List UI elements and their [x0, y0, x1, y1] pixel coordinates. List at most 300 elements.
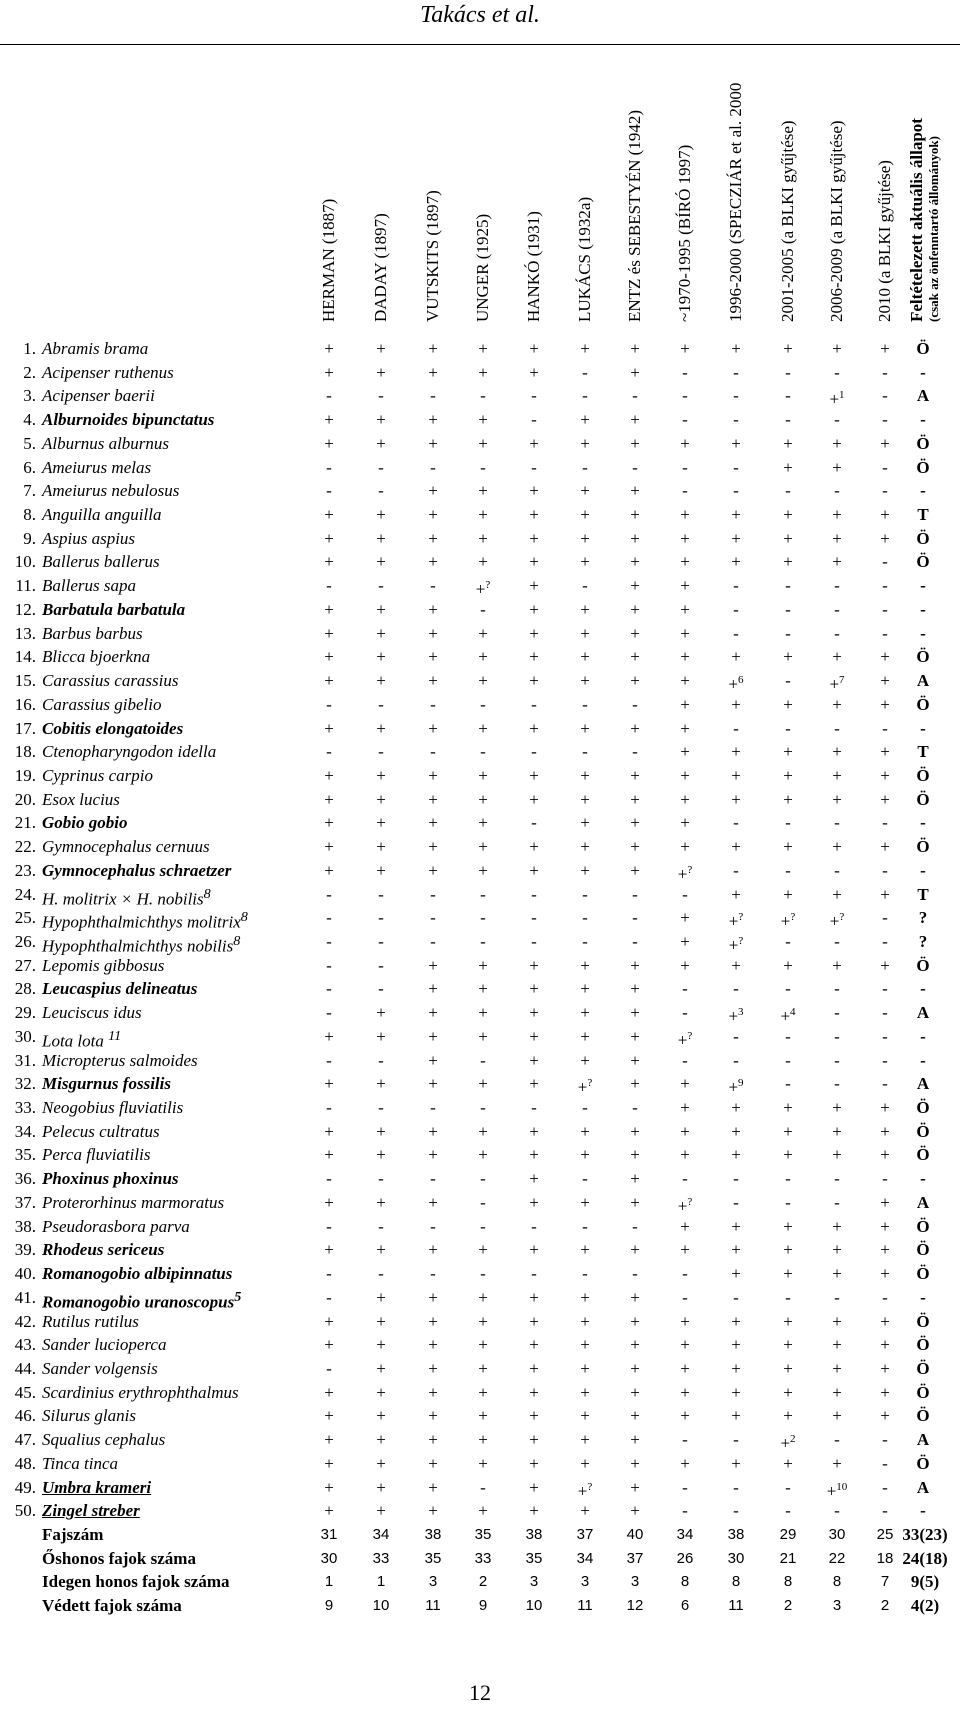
- status-cell: ?: [918, 908, 928, 928]
- record-cell: +: [324, 671, 334, 691]
- record-cell: +: [680, 1311, 690, 1331]
- record-cell: +: [376, 599, 386, 619]
- record-cell: +: [630, 1311, 640, 1331]
- table-row: [0, 1143, 960, 1167]
- record-cell: +: [880, 1335, 890, 1355]
- record-cell: +: [428, 1026, 438, 1046]
- record-cell: +: [783, 884, 793, 904]
- record-cell: +: [680, 955, 690, 975]
- record-cell: +: [783, 955, 793, 975]
- record-cell: +: [580, 1003, 590, 1023]
- record-cell: -: [882, 979, 888, 999]
- status-cell: Ö: [916, 789, 930, 809]
- record-cell: -: [834, 1074, 840, 1094]
- summary-status-cell: 4(2): [910, 1596, 940, 1616]
- record-cell: +?: [677, 1195, 693, 1216]
- record-cell: +: [376, 671, 386, 691]
- row-number: 4.: [23, 410, 36, 430]
- row-number: 40.: [14, 1264, 36, 1284]
- table-row: [0, 740, 960, 764]
- record-cell: +: [630, 718, 640, 738]
- record-cell: -: [882, 623, 888, 643]
- record-cell: +: [478, 1121, 488, 1141]
- record-cell: +: [428, 979, 438, 999]
- record-cell: +: [376, 552, 386, 572]
- record-cell: +: [832, 1121, 842, 1141]
- record-cell: -: [430, 694, 436, 714]
- record-cell: +: [580, 765, 590, 785]
- summary-cell: 8: [783, 1573, 793, 1591]
- record-cell: -: [326, 386, 332, 406]
- record-cell: -: [378, 955, 384, 975]
- record-cell: +: [832, 1098, 842, 1118]
- record-cell: +: [731, 765, 741, 785]
- table-row: [0, 1001, 960, 1025]
- record-cell: -: [531, 1264, 537, 1284]
- record-cell: -: [834, 932, 840, 951]
- status-cell: Ö: [916, 552, 930, 572]
- table-row: [0, 1191, 960, 1215]
- record-cell: +: [478, 362, 488, 382]
- species-name: Pseudorasbora parva: [42, 1216, 190, 1236]
- species-name: Ameiurus melas: [42, 457, 152, 477]
- summary-cell: 35: [424, 1549, 442, 1567]
- record-cell: +: [478, 1358, 488, 1378]
- record-cell: +: [428, 647, 438, 667]
- record-cell: +$^7$: [829, 674, 845, 694]
- row-number: 36.: [14, 1169, 36, 1189]
- record-cell: -: [834, 979, 840, 999]
- record-cell: +: [529, 1406, 539, 1426]
- record-cell: -: [326, 1358, 332, 1378]
- row-number: 46.: [14, 1406, 36, 1426]
- record-cell: +: [630, 362, 640, 382]
- record-cell: -: [834, 860, 840, 880]
- record-cell: +: [783, 528, 793, 548]
- row-number: 33.: [14, 1098, 36, 1118]
- record-cell: +: [376, 837, 386, 857]
- record-cell: +: [580, 1358, 590, 1378]
- record-cell: +: [630, 576, 640, 596]
- record-cell: +: [324, 765, 334, 785]
- record-cell: -: [480, 1169, 486, 1189]
- row-number: 35.: [14, 1145, 36, 1165]
- record-cell: +?: [677, 1029, 693, 1050]
- species-name: Cyprinus carpio: [42, 765, 153, 785]
- row-number: 27.: [14, 955, 36, 975]
- record-cell: -: [834, 1501, 840, 1521]
- record-cell: -: [378, 884, 384, 904]
- record-cell: -: [785, 718, 791, 738]
- record-cell: -: [531, 813, 537, 833]
- summary-cell: 3: [529, 1573, 539, 1591]
- species-name: Carassius gibelio: [42, 694, 162, 714]
- column-header: HANKÓ (1931): [524, 211, 543, 322]
- summary-cell: 2: [478, 1573, 488, 1591]
- column-header: DADAY (1897): [371, 213, 390, 322]
- record-cell: +: [478, 481, 488, 501]
- record-cell: -: [430, 742, 436, 762]
- species-name: Acipenser baerii: [42, 386, 155, 406]
- summary-cell: 26: [676, 1549, 694, 1567]
- record-cell: -: [632, 884, 638, 904]
- record-cell: +: [783, 1311, 793, 1331]
- record-cell: +: [880, 528, 890, 548]
- record-cell: -: [480, 884, 486, 904]
- record-cell: +: [529, 1050, 539, 1070]
- row-number: 45.: [14, 1382, 36, 1402]
- row-number: 41.: [14, 1287, 36, 1307]
- row-number: 18.: [14, 742, 36, 762]
- row-number: 43.: [14, 1335, 36, 1355]
- record-cell: -: [430, 576, 436, 596]
- record-cell: +: [529, 955, 539, 975]
- record-cell: -: [882, 1050, 888, 1070]
- record-cell: +: [630, 410, 640, 430]
- record-cell: +: [376, 1287, 386, 1307]
- record-cell: -: [785, 1026, 791, 1046]
- table-row: [0, 1286, 960, 1310]
- record-cell: +: [478, 1406, 488, 1426]
- record-cell: +: [880, 433, 890, 453]
- record-cell: -: [785, 386, 791, 406]
- record-cell: +: [783, 1453, 793, 1473]
- record-cell: +: [832, 1240, 842, 1260]
- record-cell: -: [326, 1287, 332, 1307]
- species-name: Gymnocephalus schraetzer: [42, 860, 232, 880]
- record-cell: +: [832, 742, 842, 762]
- record-cell: +: [376, 1453, 386, 1473]
- species-name: Rhodeus sericeus: [42, 1240, 165, 1260]
- record-cell: -: [378, 694, 384, 714]
- summary-cell: 1: [376, 1573, 386, 1591]
- record-cell: +: [630, 765, 640, 785]
- record-cell: +: [783, 789, 793, 809]
- record-cell: +$^4$: [780, 1006, 796, 1026]
- status-cell: Ö: [916, 1453, 930, 1473]
- record-cell: +: [783, 1216, 793, 1236]
- summary-cell: 30: [828, 1526, 846, 1543]
- status-cell: -: [920, 1287, 926, 1307]
- record-cell: +: [529, 837, 539, 857]
- record-cell: +: [529, 1358, 539, 1378]
- record-cell: +: [376, 813, 386, 833]
- status-cell: Ö: [916, 1406, 930, 1426]
- record-cell: +: [580, 789, 590, 809]
- record-cell: +: [324, 718, 334, 738]
- record-cell: -: [834, 1050, 840, 1070]
- table-row: [0, 384, 960, 408]
- record-cell: +: [880, 1240, 890, 1260]
- record-cell: -: [785, 481, 791, 501]
- record-cell: +: [580, 1501, 590, 1521]
- record-cell: +: [529, 623, 539, 643]
- record-cell: +: [580, 1311, 590, 1331]
- record-cell: +: [529, 1287, 539, 1307]
- record-cell: -: [834, 1430, 840, 1450]
- record-cell: -: [326, 1098, 332, 1118]
- record-cell: -: [785, 1169, 791, 1189]
- status-cell: -: [920, 576, 926, 596]
- record-cell: +: [324, 1335, 334, 1355]
- record-cell: -: [582, 1216, 588, 1236]
- record-cell: +: [731, 837, 741, 857]
- row-number: 19.: [14, 765, 36, 785]
- status-cell: Ö: [916, 1121, 930, 1141]
- record-cell: +?: [829, 911, 845, 931]
- record-cell: +: [580, 410, 590, 430]
- record-cell: +: [630, 1453, 640, 1473]
- record-cell: +: [529, 1074, 539, 1094]
- record-cell: -: [378, 576, 384, 596]
- record-cell: +: [630, 505, 640, 525]
- row-number: 2.: [23, 362, 36, 382]
- table-row: [0, 408, 960, 432]
- record-cell: -: [785, 979, 791, 999]
- summary-cell: 10: [525, 1597, 543, 1615]
- record-cell: +: [680, 813, 690, 833]
- record-cell: +: [478, 433, 488, 453]
- record-cell: +: [783, 339, 793, 358]
- status-cell: -: [920, 1169, 926, 1189]
- record-cell: +?: [577, 1077, 593, 1097]
- record-cell: +: [428, 505, 438, 525]
- record-cell: +: [630, 1358, 640, 1378]
- record-cell: +: [428, 1121, 438, 1141]
- summary-cell: 22: [828, 1549, 846, 1567]
- record-cell: +: [880, 505, 890, 525]
- record-cell: +: [324, 1453, 334, 1473]
- record-cell: +: [376, 339, 386, 358]
- record-cell: -: [582, 932, 588, 951]
- summary-cell: 30: [727, 1549, 745, 1567]
- record-cell: +: [529, 1240, 539, 1260]
- table-row: [0, 550, 960, 574]
- record-cell: -: [632, 694, 638, 714]
- record-cell: -: [882, 552, 888, 572]
- record-cell: +: [783, 1240, 793, 1260]
- record-cell: +: [529, 481, 539, 501]
- record-cell: -: [326, 1216, 332, 1236]
- status-cell: A: [916, 1477, 930, 1497]
- record-cell: -: [882, 860, 888, 880]
- record-cell: +: [880, 884, 890, 904]
- table-row: [0, 1381, 960, 1405]
- record-cell: +: [680, 1098, 690, 1118]
- record-cell: +: [428, 1430, 438, 1450]
- summary-cell: 10: [372, 1597, 390, 1615]
- status-cell: -: [920, 718, 926, 738]
- record-cell: -: [378, 932, 384, 951]
- record-cell: -: [733, 481, 739, 501]
- status-cell: Ö: [916, 1216, 930, 1236]
- record-cell: +: [376, 765, 386, 785]
- record-cell: +: [880, 694, 890, 714]
- record-cell: -: [785, 671, 791, 691]
- record-cell: +: [630, 1335, 640, 1355]
- summary-cell: 37: [576, 1526, 594, 1543]
- record-cell: -: [682, 979, 688, 999]
- status-cell: ?: [918, 932, 928, 951]
- record-cell: +: [680, 671, 690, 691]
- record-cell: +: [731, 647, 741, 667]
- record-cell: -: [882, 1453, 888, 1473]
- record-cell: -: [480, 599, 486, 619]
- species-name: Sander volgensis: [42, 1358, 158, 1378]
- record-cell: -: [378, 908, 384, 928]
- record-cell: +: [630, 671, 640, 691]
- header-rule: [0, 44, 960, 45]
- record-cell: +: [478, 1311, 488, 1331]
- record-cell: +: [529, 1192, 539, 1212]
- record-cell: -: [785, 1074, 791, 1094]
- record-cell: -: [785, 1477, 791, 1497]
- table-row: [0, 337, 960, 361]
- record-cell: +: [428, 528, 438, 548]
- record-cell: +: [783, 1121, 793, 1141]
- record-cell: +: [580, 1192, 590, 1212]
- table-row: [0, 1215, 960, 1239]
- record-cell: -: [682, 884, 688, 904]
- record-cell: +: [680, 1145, 690, 1165]
- record-cell: +: [680, 1382, 690, 1402]
- record-cell: +: [680, 837, 690, 857]
- record-cell: -: [632, 457, 638, 477]
- record-cell: +: [376, 1406, 386, 1426]
- table-row: [0, 1452, 960, 1476]
- record-cell: +: [478, 339, 488, 358]
- record-cell: -: [480, 386, 486, 406]
- record-cell: +: [731, 1335, 741, 1355]
- record-cell: +: [478, 1335, 488, 1355]
- record-cell: +: [324, 1477, 334, 1497]
- column-header: VUTSKITS (1897): [423, 190, 442, 322]
- record-cell: +: [529, 1477, 539, 1497]
- record-cell: +: [880, 837, 890, 857]
- record-cell: +: [478, 1501, 488, 1521]
- record-cell: +: [478, 1382, 488, 1402]
- summary-cell: 40: [626, 1526, 644, 1543]
- record-cell: +: [580, 813, 590, 833]
- column-header: ~1970-1995 (BÍRÓ 1997): [675, 144, 694, 322]
- record-cell: +: [428, 1358, 438, 1378]
- record-cell: +: [880, 1145, 890, 1165]
- species-name: Romanogobio uranoscopus$^5$: [42, 1288, 242, 1312]
- record-cell: +: [880, 1264, 890, 1284]
- record-cell: +: [680, 718, 690, 738]
- record-cell: -: [882, 1026, 888, 1046]
- record-cell: +: [428, 765, 438, 785]
- record-cell: -: [682, 1169, 688, 1189]
- record-cell: +: [478, 528, 488, 548]
- table-row: [0, 598, 960, 622]
- record-cell: +: [832, 1264, 842, 1284]
- table-row: [0, 977, 960, 1001]
- record-cell: -: [834, 1287, 840, 1307]
- record-cell: -: [480, 742, 486, 762]
- record-cell: +: [529, 1169, 539, 1189]
- record-cell: +: [680, 599, 690, 619]
- summary-label: Idegen honos fajok száma: [42, 1572, 230, 1592]
- record-cell: -: [834, 1169, 840, 1189]
- record-cell: +: [478, 979, 488, 999]
- summary-row: [0, 1523, 960, 1547]
- record-cell: +: [580, 718, 590, 738]
- summary-cell: 18: [876, 1549, 894, 1567]
- row-number: 50.: [14, 1501, 36, 1521]
- record-cell: +: [478, 837, 488, 857]
- record-cell: +: [580, 860, 590, 880]
- record-cell: -: [785, 623, 791, 643]
- status-cell: -: [920, 623, 926, 643]
- record-cell: -: [682, 362, 688, 382]
- record-cell: +: [680, 1358, 690, 1378]
- record-cell: +: [428, 1335, 438, 1355]
- status-cell: Ö: [916, 1311, 930, 1331]
- record-cell: -: [733, 860, 739, 880]
- record-cell: -: [882, 386, 888, 406]
- record-cell: -: [632, 1098, 638, 1118]
- record-cell: -: [632, 908, 638, 928]
- record-cell: +: [880, 765, 890, 785]
- record-cell: +: [428, 1074, 438, 1094]
- status-cell: T: [917, 884, 929, 904]
- record-cell: +: [630, 623, 640, 643]
- record-cell: +: [376, 1477, 386, 1497]
- record-cell: -: [682, 1501, 688, 1521]
- record-cell: +: [324, 813, 334, 833]
- record-cell: +: [428, 1050, 438, 1070]
- record-cell: -: [785, 410, 791, 430]
- status-cell: Ö: [916, 1264, 930, 1284]
- record-cell: +: [428, 837, 438, 857]
- record-cell: +: [630, 647, 640, 667]
- record-cell: +: [580, 599, 590, 619]
- record-cell: -: [785, 932, 791, 951]
- record-cell: +: [832, 1216, 842, 1236]
- species-name: Barbatula barbatula: [42, 599, 186, 619]
- table-row: [0, 1357, 960, 1381]
- record-cell: -: [326, 1003, 332, 1023]
- record-cell: -: [531, 932, 537, 951]
- record-cell: -: [882, 1074, 888, 1094]
- record-cell: +: [428, 955, 438, 975]
- record-cell: +: [529, 860, 539, 880]
- record-cell: -: [733, 1026, 739, 1046]
- record-cell: +: [580, 433, 590, 453]
- record-cell: -: [480, 1216, 486, 1236]
- record-cell: -: [882, 1287, 888, 1307]
- record-cell: -: [326, 1050, 332, 1070]
- row-number: 22.: [14, 837, 36, 857]
- record-cell: -: [480, 457, 486, 477]
- table-row: [0, 361, 960, 385]
- record-cell: -: [632, 932, 638, 951]
- record-cell: -: [326, 884, 332, 904]
- record-cell: +: [880, 1098, 890, 1118]
- record-cell: +: [376, 860, 386, 880]
- record-cell: +: [529, 1382, 539, 1402]
- record-cell: +: [680, 623, 690, 643]
- table-row: [0, 1428, 960, 1452]
- record-cell: +: [428, 339, 438, 358]
- record-cell: -: [733, 599, 739, 619]
- record-cell: +$^9$: [728, 1077, 744, 1097]
- status-cell: -: [920, 1026, 926, 1046]
- record-cell: +: [580, 1382, 590, 1402]
- record-cell: +: [324, 1240, 334, 1260]
- record-cell: -: [682, 1430, 688, 1450]
